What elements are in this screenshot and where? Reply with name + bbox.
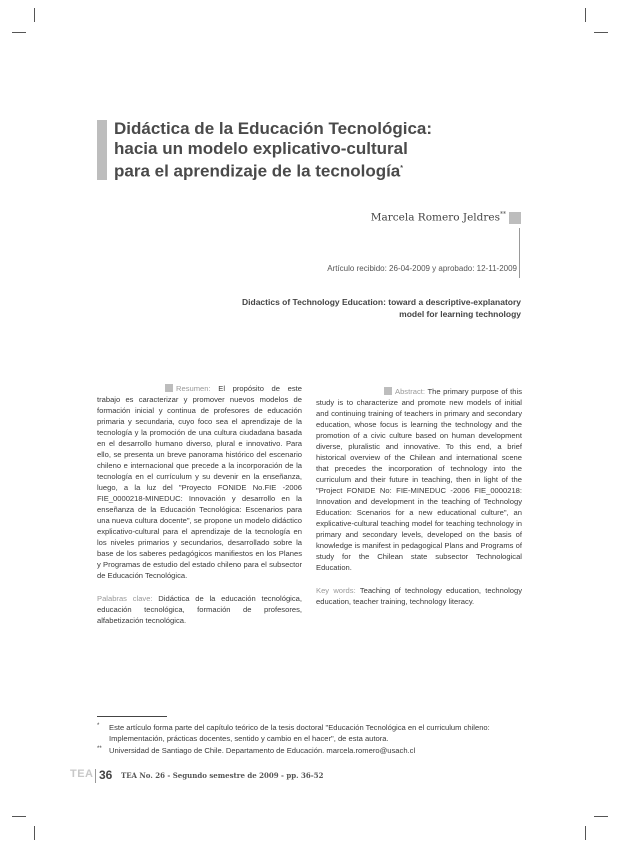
spanish-abstract-column [97, 383, 302, 626]
crop-mark [12, 816, 26, 817]
crop-mark [594, 816, 608, 817]
article-title [114, 119, 534, 182]
page-footer [70, 768, 470, 784]
footnote-text: Este artículo forma parte del capítulo teórico de la tesis doctoral "Educación Tecnológica en el curriculum chileno: Implementación, prácticas docentes, sentido y cambio en el hacer", de esta autora. [109, 723, 490, 743]
english-abstract-column [316, 386, 522, 607]
abstract-text: The primary purpose of this study is to characterize and promote new models of initial and continuing training of teachers in primary and secondary education, whose focus is learning the technology and the promotion of a civic culture based on human development diverse, pluralistic and innovative. To this end, a brief historical overview of the Chilean and international scene that precedes the incorporation of technology into the curriculum and their future in teaching, then in light of the "Project FONIDE No: FIE-MINEDUC -2006 FIE_0000218: Innovation and development in the teaching of Technology Education: Scenarios for a new educational culture", an explicative-cultural teaching model for teaching technology in primary and secondary levels, developed on the basis of knowledge is manifest in pedagogical Plans and Programs of study for the Chilean state subsector Technological Education. [316, 387, 522, 572]
resumen-paragraph [97, 383, 302, 581]
english-title-line: Didactics of Technology Education: toward a descriptive-explanatory [242, 297, 521, 307]
author-name: Marcela Romero Jeldres** [370, 211, 506, 224]
crop-mark [34, 826, 35, 840]
crop-mark [585, 826, 586, 840]
footnote [97, 723, 527, 744]
palabras-clave-paragraph [97, 593, 302, 626]
key-words-text: Teaching of technology education, technology education, teacher training, technology literacy. [316, 586, 522, 606]
vertical-divider [519, 228, 520, 278]
title-line: hacia un modelo explicativo-cultural [114, 139, 408, 158]
crop-mark [34, 8, 35, 22]
title-line: para el aprendizaje de la tecnología* [114, 161, 403, 181]
journal-logo: TEA [70, 768, 94, 780]
footnote-mark: * [97, 723, 100, 729]
page-number: 36 [99, 768, 113, 782]
key-words-paragraph [316, 585, 522, 607]
key-words-label: Key words: [316, 586, 356, 595]
abstract-label: Abstract: [395, 387, 425, 396]
title-accent-bar [97, 120, 107, 180]
english-title-line: model for learning technology [399, 309, 521, 319]
palabras-clave-label: Palabras clave: [97, 594, 153, 603]
english-title [225, 296, 521, 320]
footnote-text: Universidad de Santiago de Chile. Departamento de Educación. marcela.romero@usach.cl [109, 746, 416, 755]
article-dates: Artículo recibido: 26-04-2009 y aprobado: 12-11-2009 [327, 264, 517, 273]
section-marker-icon [165, 384, 173, 392]
resumen-label: Resumen: [176, 384, 211, 393]
palabras-clave-text: Didáctica de la educación tecnológica, educación tecnológica, formación de profesores, alfabetización tecnológica. [97, 594, 302, 625]
crop-mark [585, 8, 586, 22]
footnote [97, 746, 527, 757]
abstract-paragraph [316, 386, 522, 573]
title-line: Didáctica de la Educación Tecnológica: [114, 119, 433, 138]
footer-divider [95, 769, 96, 783]
footnote-mark: ** [97, 746, 102, 752]
section-marker-icon [384, 387, 392, 395]
crop-mark [12, 32, 26, 33]
crop-mark [594, 32, 608, 33]
journal-citation: TEA No. 26 - Segundo semestre de 2009 - pp. 36-52 [121, 771, 324, 780]
footnotes [97, 723, 527, 759]
author-accent-box [509, 212, 521, 224]
footnote-divider [97, 716, 167, 717]
author-footnote-mark: ** [500, 211, 506, 218]
resumen-text: El propósito de este trabajo es caracterizar y promover nuevos modelos de formación inicial y continua de profesores de educación primaria y secundaria, cuyo foco sea el aprendizaje de la tecnología y la promoción de una cultura ciudadana basada en el desarrollo humano diverso, plural e innovativo. Para ello, se presenta un breve panorama histórico del escenario chileno e internacional que precede a la incorporación de la tecnología en el currículum y su devenir en la enseñanza, luego, a la luz del "Proyecto FONIDE No.FIE -2006 FIE_0000218-MINEDUC: Innovación y desarrollo en la enseñanza de la Educación Tecnológica: Escenarios para una nueva cultura docente", se propone un modelo didáctico explicativo-cultural para el aprendizaje de la tecnología en los niveles primarios y secundarios, desarrollado sobre la base de los saberes pedagógicos manifiestos en los Planes y Programas de estudio del estado chileno para el subsector de Educación Tecnológica. [97, 384, 302, 580]
title-footnote-mark: * [400, 165, 403, 172]
